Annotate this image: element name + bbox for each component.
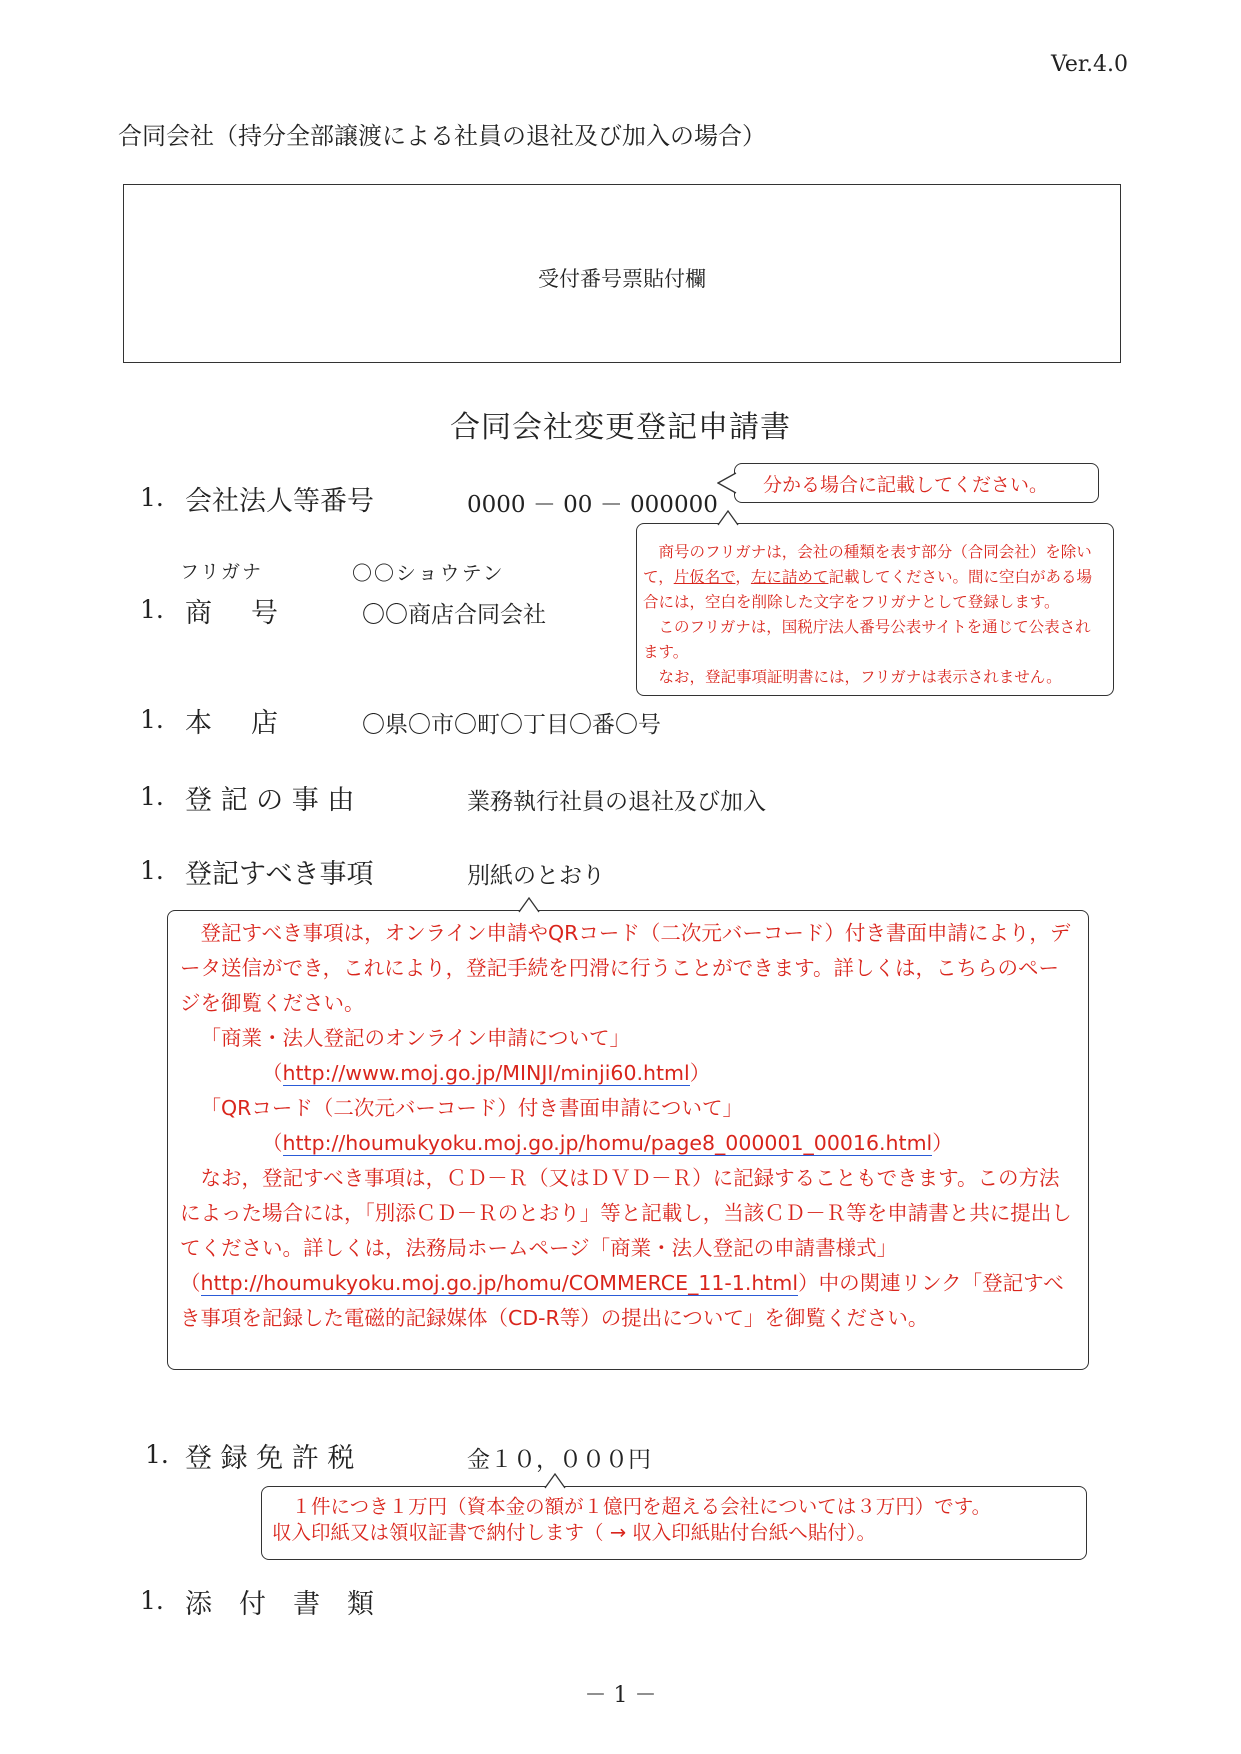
attachments-label: 添 付 書 類 xyxy=(185,1589,374,1620)
callout-tail xyxy=(717,472,737,494)
item-marker: 1. xyxy=(140,705,164,734)
online-application-link[interactable]: http://www.moj.go.jp/MINJI/minji60.html xyxy=(282,1061,690,1085)
underlined-text: 片仮名で xyxy=(673,568,736,586)
callout-corporate-number xyxy=(734,463,1099,503)
callout-furigana xyxy=(636,523,1114,696)
registration-reason-value: 業務執行社員の退社及び加入 xyxy=(467,789,766,815)
qr-application-link[interactable]: http://houmukyoku.moj.go.jp/homu/page8_000001_00016.html xyxy=(282,1131,933,1155)
receipt-stamp-label: 受付番号票貼付欄 xyxy=(538,267,706,291)
trade-name-value: 〇〇商店合同会社 xyxy=(362,602,546,628)
callout-paragraph xyxy=(180,1161,1076,1336)
link-title: 「QRコード（二次元バーコード）付き書面申請について」 xyxy=(200,1096,743,1120)
callout-furigana-line xyxy=(643,565,1105,590)
text-fragment: 記載してください。間に空白がある場 xyxy=(828,568,1092,586)
head-office-label: 本 店 xyxy=(185,708,284,739)
trade-name-label: 商 号 xyxy=(185,598,284,629)
text-fragment: ）中の関連リンク「登記すべき事項を記録した電磁的記録媒体（CD-R等）の提出について」を御覧ください。 xyxy=(180,1271,1064,1330)
text-fragment: ， xyxy=(735,568,751,586)
callout-registration-tax xyxy=(261,1486,1087,1560)
version-label: Ver.4.0 xyxy=(1051,52,1128,77)
receipt-stamp-area xyxy=(123,184,1121,363)
furigana-label: フリガナ xyxy=(180,561,264,583)
text-fragment: なお，登記すべき事項は，ＣＤ－Ｒ（又はＤＶＤ－Ｒ）に記録することもできます。この方法によった場合には，「別添ＣＤ－Ｒのとおり」等と記載し，当該ＣＤ－Ｒ等を申請書と共に提出してください。詳しくは，法務局ホームページ「商業・法人登記の申請書様式」（ xyxy=(180,1166,1072,1295)
text-fragment: て， xyxy=(643,568,674,586)
callout-furigana-line: このフリガナは，国税庁法人番号公表サイトを通じて公表され xyxy=(658,618,1091,636)
callout-tail xyxy=(717,510,739,526)
head-office-value: 〇県〇市〇町〇丁目〇番〇号 xyxy=(362,712,661,738)
page-number: － 1 － xyxy=(584,1683,657,1708)
text-fragment: （ xyxy=(262,1131,283,1155)
registration-tax-value: 金１０，０００円 xyxy=(467,1447,651,1473)
item-marker: 1. xyxy=(140,595,164,624)
document-type-heading: 合同会社（持分全部譲渡による社員の退社及び加入の場合） xyxy=(118,122,766,150)
registration-tax-label: 登 録 免 許 税 xyxy=(185,1443,355,1474)
link-line xyxy=(180,1056,1076,1091)
text-fragment: （ xyxy=(262,1061,283,1085)
callout-furigana-line: 商号のフリガナは，会社の種類を表す部分（合同会社）を除い xyxy=(658,543,1092,561)
text-fragment: ） xyxy=(689,1061,711,1085)
callout-furigana-line: ます。 xyxy=(643,643,689,661)
item-marker: 1. xyxy=(140,483,164,512)
item-marker: 1. xyxy=(140,782,164,811)
underlined-text: 左に詰めて xyxy=(750,568,829,586)
callout-tax-line: １件につき１万円（資本金の額が１億円を超える会社については３万円）です。 xyxy=(291,1495,992,1518)
callout-furigana-line: なお，登記事項証明書には，フリガナは表示されません。 xyxy=(658,668,1062,686)
item-marker: 1. xyxy=(145,1440,169,1469)
callout-tail xyxy=(544,1473,566,1489)
registration-matters-label: 登記すべき事項 xyxy=(185,859,374,890)
link-line xyxy=(180,1126,1076,1161)
furigana-value: 〇〇ショウテン xyxy=(352,561,505,585)
item-marker: 1. xyxy=(140,1586,164,1615)
corporate-number-value: 0000 － 00 － 000000 xyxy=(467,492,718,518)
registration-reason-label: 登 記 の 事 由 xyxy=(185,785,355,816)
callout-registration-matters xyxy=(167,910,1089,1370)
callout-furigana-line: 合には，空白を削除した文字をフリガナとして登録します。 xyxy=(643,593,1060,611)
form-title: 合同会社変更登記申請書 xyxy=(450,410,791,445)
corporate-number-label: 会社法人等番号 xyxy=(185,486,374,517)
registration-matters-value: 別紙のとおり xyxy=(467,863,605,889)
item-marker: 1. xyxy=(140,856,164,885)
text-fragment: ） xyxy=(932,1131,953,1155)
commerce-forms-link[interactable]: http://houmukyoku.moj.go.jp/homu/COMMERCE_11-1.html xyxy=(200,1271,799,1295)
callout-corporate-number-text: 分かる場合に記載してください。 xyxy=(763,474,1049,496)
callout-tax-line: 収入印紙又は領収証書で納付します（ → 収入印紙貼付台紙へ貼付）。 xyxy=(272,1521,876,1544)
callout-tail xyxy=(518,897,540,913)
callout-paragraph: 登記すべき事項は，オンライン申請やQRコード（二次元バーコード）付き書面申請により，データ送信ができ，これにより，登記手続を円滑に行うことができます。詳しくは，こちらのページを御覧ください。 xyxy=(180,921,1071,1015)
link-title: 「商業・法人登記のオンライン申請について」 xyxy=(200,1026,630,1050)
